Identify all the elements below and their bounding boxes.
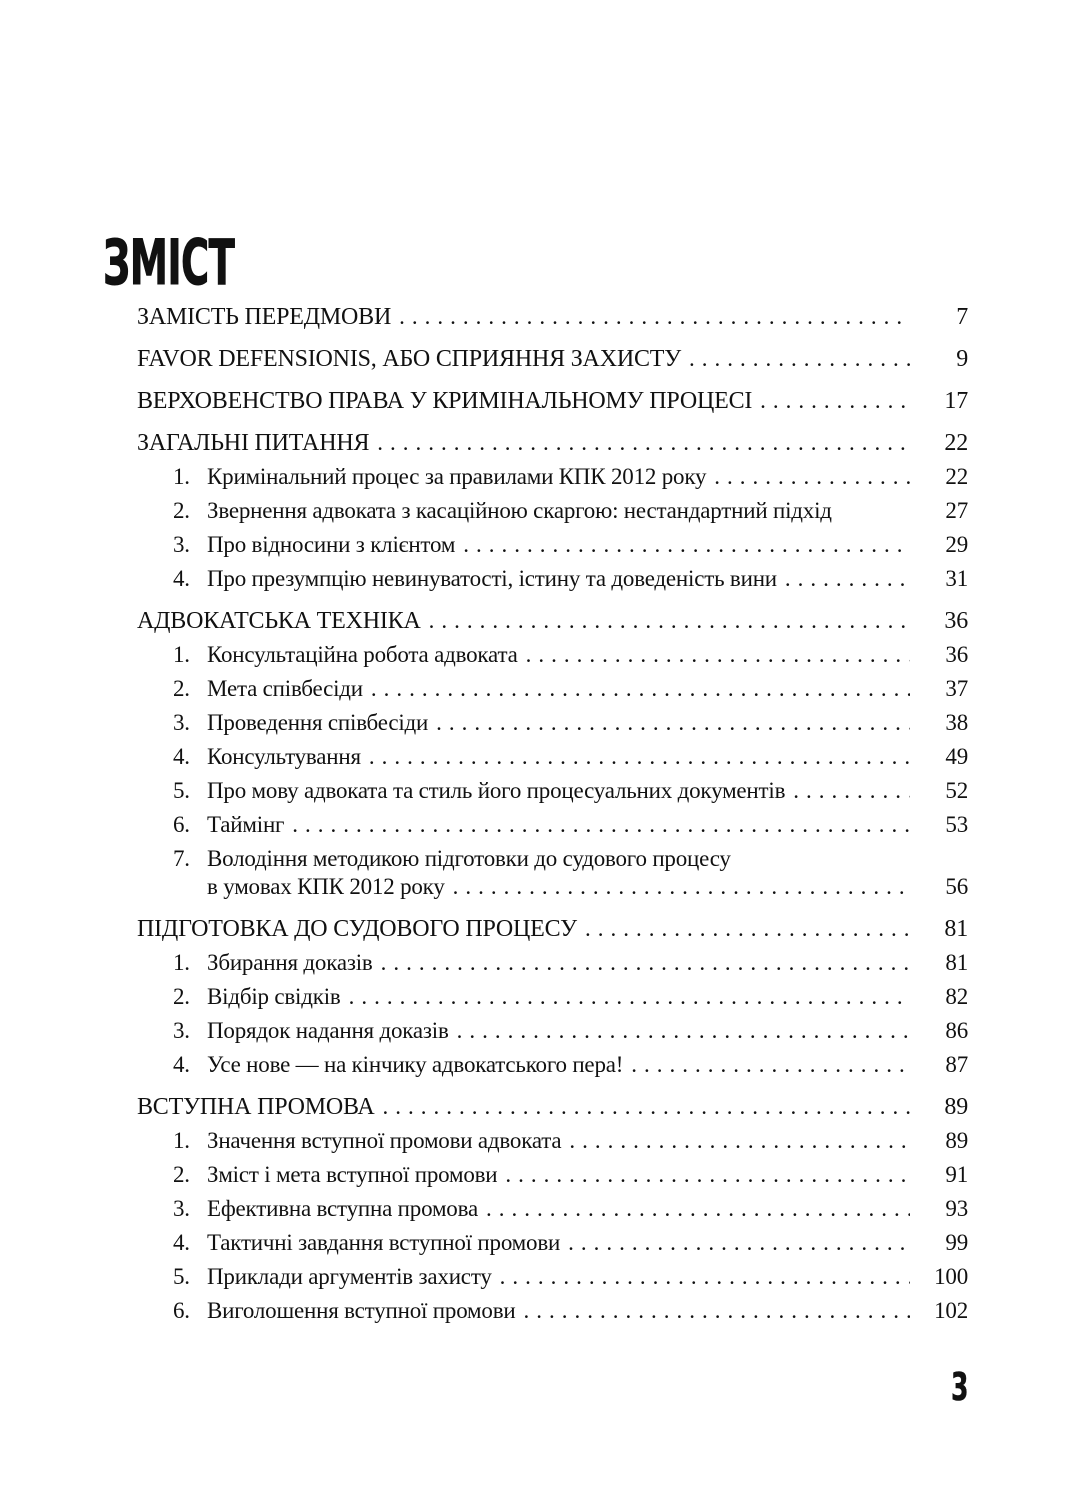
toc-entry-label: ЗАГАЛЬНІ ПИТАННЯ bbox=[137, 430, 370, 456]
toc-entry-number: 2. bbox=[173, 676, 190, 701]
toc-entry-label: ПІДГОТОВКА ДО СУДОВОГО ПРОЦЕСУ bbox=[137, 916, 577, 942]
toc-entry-label: Тактичні завдання вступної промови bbox=[207, 1230, 561, 1255]
toc-entry-label: Про презумпцію невинуватості, істину та доведеність вини bbox=[207, 566, 777, 591]
toc-entry-label: ВЕРХОВЕНСТВО ПРАВА У КРИМІНАЛЬНОМУ ПРОЦЕСІ bbox=[137, 388, 753, 414]
dot-leader bbox=[714, 463, 910, 491]
toc-entry-page: 49 bbox=[945, 744, 968, 769]
toc-entry-number: 5. bbox=[173, 778, 190, 803]
toc-entry bbox=[173, 675, 968, 703]
toc-entry bbox=[137, 429, 968, 457]
toc-entry-number: 3. bbox=[173, 532, 190, 557]
dot-leader bbox=[371, 675, 910, 703]
toc-entry-page: 7 bbox=[956, 304, 968, 330]
dot-leader bbox=[369, 743, 910, 771]
toc-entry-page: 89 bbox=[945, 1128, 968, 1153]
dot-leader bbox=[486, 1195, 910, 1223]
dot-leader bbox=[457, 1017, 910, 1045]
toc-entry bbox=[173, 565, 968, 593]
dot-leader bbox=[585, 915, 910, 943]
toc-entry-number: 1. bbox=[173, 1128, 190, 1153]
toc-entry-page: 81 bbox=[945, 950, 968, 975]
toc-entry bbox=[173, 777, 968, 805]
toc-entry-number: 1. bbox=[173, 950, 190, 975]
toc-entry bbox=[137, 387, 968, 415]
toc-entry bbox=[173, 1051, 968, 1079]
toc-entry-label: Консультування bbox=[207, 744, 361, 769]
toc-entry-page: 91 bbox=[945, 1162, 968, 1187]
toc-entry-label: АДВОКАТСЬКА ТЕХНІКА bbox=[137, 608, 421, 634]
toc-entry-number: 6. bbox=[173, 1298, 190, 1323]
toc-entry-label: Збирання доказів bbox=[207, 950, 373, 975]
dot-leader bbox=[436, 709, 910, 737]
dot-leader bbox=[429, 607, 910, 635]
dot-leader bbox=[349, 983, 910, 1011]
toc-entry-page: 82 bbox=[945, 984, 968, 1009]
dot-leader bbox=[760, 387, 910, 415]
toc-entry-label: FAVOR DEFENSIONIS, АБО СПРИЯННЯ ЗАХИСТУ bbox=[137, 346, 682, 372]
toc-entry-page: 27 bbox=[945, 498, 968, 523]
toc-entry bbox=[173, 709, 968, 737]
toc-entry-number: 4. bbox=[173, 1230, 190, 1255]
dot-leader bbox=[568, 1229, 910, 1257]
dot-leader bbox=[399, 303, 910, 331]
toc-entry-number: 5. bbox=[173, 1264, 190, 1289]
toc-entry-label: Зміст і мета вступної промови bbox=[207, 1162, 498, 1187]
toc-entry-number: 3. bbox=[173, 1196, 190, 1221]
toc-entry bbox=[173, 1297, 968, 1325]
toc-entry-label: Про мову адвоката та стиль його процесуальних документів bbox=[207, 778, 786, 803]
toc-entry-number: 2. bbox=[173, 984, 190, 1009]
toc-entry-label: Таймінг bbox=[207, 812, 285, 837]
dot-leader bbox=[500, 1263, 910, 1291]
toc-entry bbox=[173, 1195, 968, 1223]
toc-entry-number: 1. bbox=[173, 642, 190, 667]
toc-entry-page: 22 bbox=[944, 430, 968, 456]
toc-entry-label: ЗАМІСТЬ ПЕРЕДМОВИ bbox=[137, 304, 392, 330]
toc-entry-label: Відбір свідків bbox=[207, 984, 341, 1009]
toc-entry-label: Консультаційна робота адвоката bbox=[207, 642, 518, 667]
page-number-footer: 3 bbox=[950, 1365, 968, 1409]
toc-entry-label: Володіння методикою підготовки до судового процесу bbox=[207, 846, 731, 871]
toc-entry bbox=[173, 1017, 968, 1045]
toc-entry bbox=[173, 497, 968, 525]
toc-entry-number: 2. bbox=[173, 1162, 190, 1187]
toc-entry-label: Приклади аргументів захисту bbox=[207, 1264, 492, 1289]
toc-entry-label: Усе нове — на кінчику адвокатського пера! bbox=[207, 1052, 624, 1077]
toc-entry bbox=[173, 531, 968, 559]
toc-list bbox=[137, 303, 968, 1325]
toc-entry bbox=[173, 463, 968, 491]
toc-entry-page: 100 bbox=[934, 1264, 968, 1289]
toc-entry bbox=[137, 607, 968, 635]
toc-entry-number: 7. bbox=[173, 846, 190, 871]
toc-entry-page: 36 bbox=[944, 608, 968, 634]
toc-entry-page: 52 bbox=[945, 778, 968, 803]
dot-leader bbox=[505, 1161, 910, 1189]
dot-leader bbox=[381, 949, 910, 977]
toc-entry-page: 99 bbox=[945, 1230, 968, 1255]
toc-entry-label: Звернення адвоката з касаційною скаргою: нестандартний підхід bbox=[207, 498, 832, 523]
toc-entry-page: 81 bbox=[944, 916, 968, 942]
toc-entry bbox=[173, 1263, 968, 1291]
dot-leader bbox=[382, 1093, 910, 1121]
toc-entry-page: 86 bbox=[945, 1018, 968, 1043]
toc-entry-label: Виголошення вступної промови bbox=[207, 1298, 516, 1323]
toc-entry-number: 1. bbox=[173, 464, 190, 489]
toc-entry-page: 36 bbox=[945, 642, 968, 667]
dot-leader bbox=[463, 531, 910, 559]
toc-entry-label: Про відносини з клієнтом bbox=[207, 532, 456, 557]
toc-entry bbox=[173, 743, 968, 771]
toc-entry-label: Кримінальний процес за правилами КПК 2012 року bbox=[207, 464, 707, 489]
toc-entry bbox=[173, 1127, 968, 1155]
dot-leader bbox=[526, 641, 910, 669]
toc-entry bbox=[137, 345, 968, 373]
toc-entry bbox=[173, 983, 968, 1011]
dot-leader bbox=[631, 1051, 910, 1079]
toc-entry-page: 53 bbox=[945, 812, 968, 837]
dot-leader bbox=[292, 811, 910, 839]
toc-entry-page: 87 bbox=[945, 1052, 968, 1077]
toc-entry-label: ВСТУПНА ПРОМОВА bbox=[137, 1094, 375, 1120]
toc-entry-number: 3. bbox=[173, 1018, 190, 1043]
dot-leader bbox=[523, 1297, 910, 1325]
toc-entry-number: 2. bbox=[173, 498, 190, 523]
toc-entry-page: 102 bbox=[934, 1298, 968, 1323]
toc-entry-page: 9 bbox=[956, 346, 968, 372]
toc-entry-label: Проведення співбесіди bbox=[207, 710, 429, 735]
toc-entry-number: 4. bbox=[173, 566, 190, 591]
toc-entry-number: 6. bbox=[173, 812, 190, 837]
toc-entry bbox=[173, 1161, 968, 1189]
toc-entry bbox=[173, 845, 968, 873]
toc-entry bbox=[137, 1093, 968, 1121]
dot-leader bbox=[793, 777, 910, 805]
toc-entry-page: 56 bbox=[945, 874, 968, 899]
dot-leader bbox=[377, 429, 910, 457]
toc-entry-label: в умовах КПК 2012 року bbox=[207, 874, 445, 899]
dot-leader bbox=[689, 345, 910, 373]
page-title: ЗМІСТ bbox=[103, 226, 235, 299]
toc-entry bbox=[173, 1229, 968, 1257]
dot-leader bbox=[453, 873, 910, 901]
dot-leader bbox=[785, 565, 910, 593]
toc-entry-page: 17 bbox=[944, 388, 968, 414]
toc-entry-label: Значення вступної промови адвоката bbox=[207, 1128, 562, 1153]
toc-entry-label: Ефективна вступна промова bbox=[207, 1196, 478, 1221]
toc-entry-label: Порядок надання доказів bbox=[207, 1018, 449, 1043]
toc-entry-page: 89 bbox=[944, 1094, 968, 1120]
toc-entry bbox=[137, 303, 968, 331]
toc-entry-page: 29 bbox=[945, 532, 968, 557]
toc-entry-label: Мета співбесіди bbox=[207, 676, 363, 701]
toc-entry-number: 4. bbox=[173, 744, 190, 769]
toc-entry-number: 4. bbox=[173, 1052, 190, 1077]
toc-entry-page: 37 bbox=[945, 676, 968, 701]
dot-leader bbox=[569, 1127, 910, 1155]
toc-entry-page: 93 bbox=[945, 1196, 968, 1221]
toc-entry-number: 3. bbox=[173, 710, 190, 735]
toc-entry-page: 31 bbox=[945, 566, 968, 591]
toc-entry bbox=[173, 873, 968, 901]
toc-entry bbox=[173, 949, 968, 977]
toc-entry bbox=[173, 641, 968, 669]
toc-entry bbox=[137, 915, 968, 943]
toc-entry-page: 22 bbox=[945, 464, 968, 489]
toc-entry-page: 38 bbox=[945, 710, 968, 735]
toc-entry bbox=[173, 811, 968, 839]
